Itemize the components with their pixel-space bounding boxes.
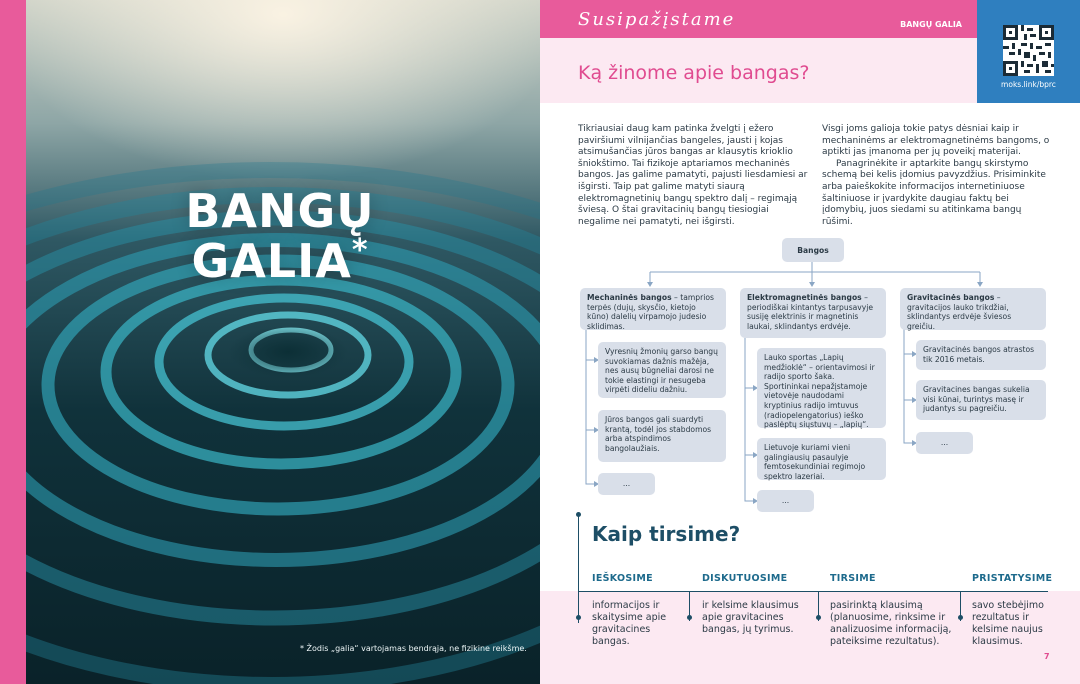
electromagnetic-waves-definition: – periodiškai kintantys tarpusavyje susiję elektrinis ir magnetinis laukai, sklindantys erdvėje.	[747, 293, 874, 331]
timeline-vertical-line	[578, 515, 579, 623]
intro-column-1	[578, 124, 810, 228]
page-title: Ką žinome apie bangas?	[578, 62, 810, 84]
method-column-3-head: TIRSIME	[830, 573, 876, 584]
electromagnetic-example-2: Lietuvoje kuriami vieni galingiausių pasaulyje femtosekundiniai regimojo spektro lazeriai.	[757, 438, 886, 480]
intro-paragraph-1: Tikriausiai daug kam patinka žvelgti į ežero paviršiumi vilnijančias bangeles, jausti į kojas atsimušančias jūros bangas ar klausytis krioklio šniokštimo. Tai fizikoje aptariamos mechaninės bangos. Jas galime pamatyti, pajusti liesdamiesi ar išgirsti. Taip pat galime matyti siaurą elektromagnetinių bangų spektro dalį – regimąją šviesą. O štai gravitacinių bangų tiesiogiai negalime nei pamatyti, nei išgirsti.	[578, 124, 808, 227]
cover-title-footnote-mark: *	[351, 233, 369, 268]
gravitational-example-2: Gravitacines bangas sukelia visi kūnai, turintys masę ir judantys su pagreičiu.	[916, 380, 1046, 420]
section-label: BANGŲ GALIA	[900, 20, 962, 29]
electromagnetic-waves-title: Elektromagnetinės bangos	[747, 293, 862, 302]
intro-paragraph-2: Visgi joms galioja tokie patys dėsniai kaip ir mechaninėms ar elektromagnetinėms bangoms, o aptikti jas įmanoma per jų poveikį materijai.	[822, 124, 1050, 158]
timeline-horizontal-line	[578, 591, 1048, 592]
mechanical-waves-box	[580, 288, 726, 330]
ripple-illustration	[26, 0, 540, 684]
cover-title	[150, 186, 410, 286]
gravitational-more-placeholder: ...	[916, 432, 973, 454]
mechanical-waves-title: Mechaninės bangos	[587, 293, 672, 302]
electromagnetic-example-1: Lauko sportas „Lapių medžioklė“ – orientavimosi ir radijo sporto šaka. Sportininkai nepažįstamoje vietovėje naudodami kryptinius radijo imtuvus (radiopelengatorius) ieško paslėptų siųstuvų – „lapių“.	[757, 348, 886, 428]
left-accent-stripe	[0, 0, 26, 684]
method-column-1-head: IEŠKOSIME	[592, 573, 653, 584]
mechanical-more-placeholder: ...	[598, 473, 655, 495]
mechanical-example-2: Jūros bangos gali suardyti krantą, todėl jos stabdomos arba atspindimos bangolaužiais.	[598, 410, 726, 462]
electromagnetic-more-placeholder: ...	[757, 490, 814, 512]
section-brand: Susipažįstame	[578, 9, 736, 30]
method-column-4-text: savo stebėjimo rezultatus ir kelsime naujus klausimus.	[972, 600, 1044, 647]
column-2-dot	[687, 615, 692, 620]
intro-column-2	[822, 124, 1050, 228]
gravitational-waves-title: Gravitacinės bangos	[907, 293, 995, 302]
column-4-dot	[958, 615, 963, 620]
qr-link-text[interactable]: moks.link/bprc	[1001, 80, 1056, 89]
diagram-root-waves: Bangos	[782, 238, 844, 262]
cover-title-line2-text: GALIA	[191, 234, 352, 288]
method-column-1-text: informacijos ir skaitysime apie gravitacines bangas.	[592, 600, 667, 647]
cover-title-line1: BANGŲ	[185, 184, 375, 238]
gravitational-example-1: Gravitacinės bangos atrastos tik 2016 metais.	[916, 340, 1046, 370]
cover-title-line2	[150, 233, 410, 288]
page-number: 7	[1044, 652, 1050, 661]
method-column-3-text: pasirinktą klausimą (planuosime, rinksime ir analizuosime informaciją, pateiksime rezultatus).	[830, 600, 952, 647]
qr-code-graphic	[1003, 25, 1054, 76]
wave-classification-diagram	[540, 230, 1080, 520]
method-column-2-text: ir kelsime klausimus apie gravitacines bangas, jų tyrimus.	[702, 600, 799, 635]
cover-footnote: * Žodis „galia“ vartojamas bendrąja, ne fizikine reikšme.	[300, 644, 527, 653]
intro-paragraph-3: Panagrinėkite ir aptarkite bangų skirstymo schemą bei kelis įdomius pavyzdžius. Prisiminkite arba paieškokite informacijos internetiniuose šaltiniuose ir įvardykite daugiau faktų bei įdomybių, juos siedami su atitinkama bangų rūšimi.	[822, 158, 1046, 227]
column-3-dot	[816, 615, 821, 620]
water-ripple-photo	[26, 0, 540, 684]
method-column-2-head: DISKUTUOSIME	[702, 573, 788, 584]
gravitational-waves-definition: – gravitacijos lauko trikdžiai, sklindantys erdvėje šviesos greičiu.	[907, 293, 1012, 331]
gravitational-waves-box	[900, 288, 1046, 330]
qr-code-icon[interactable]	[1003, 25, 1054, 76]
mechanical-waves-definition: – tamprios terpės (dujų, skysčio, kietojo kūno) dalelių virpamojo judesio sklidimas.	[587, 293, 714, 331]
electromagnetic-waves-box	[740, 288, 886, 338]
method-heading: Kaip tirsime?	[592, 522, 741, 546]
column-1-dot	[576, 615, 581, 620]
method-column-4-head: PRISTATYSIME	[972, 573, 1053, 584]
mechanical-example-1: Vyresnių žmonių garso bangų suvokiamas dažnis mažėja, nes ausų būgneliai darosi ne tokie elastingi ir nesugeba virpėti dideliu dažniu.	[598, 342, 726, 398]
